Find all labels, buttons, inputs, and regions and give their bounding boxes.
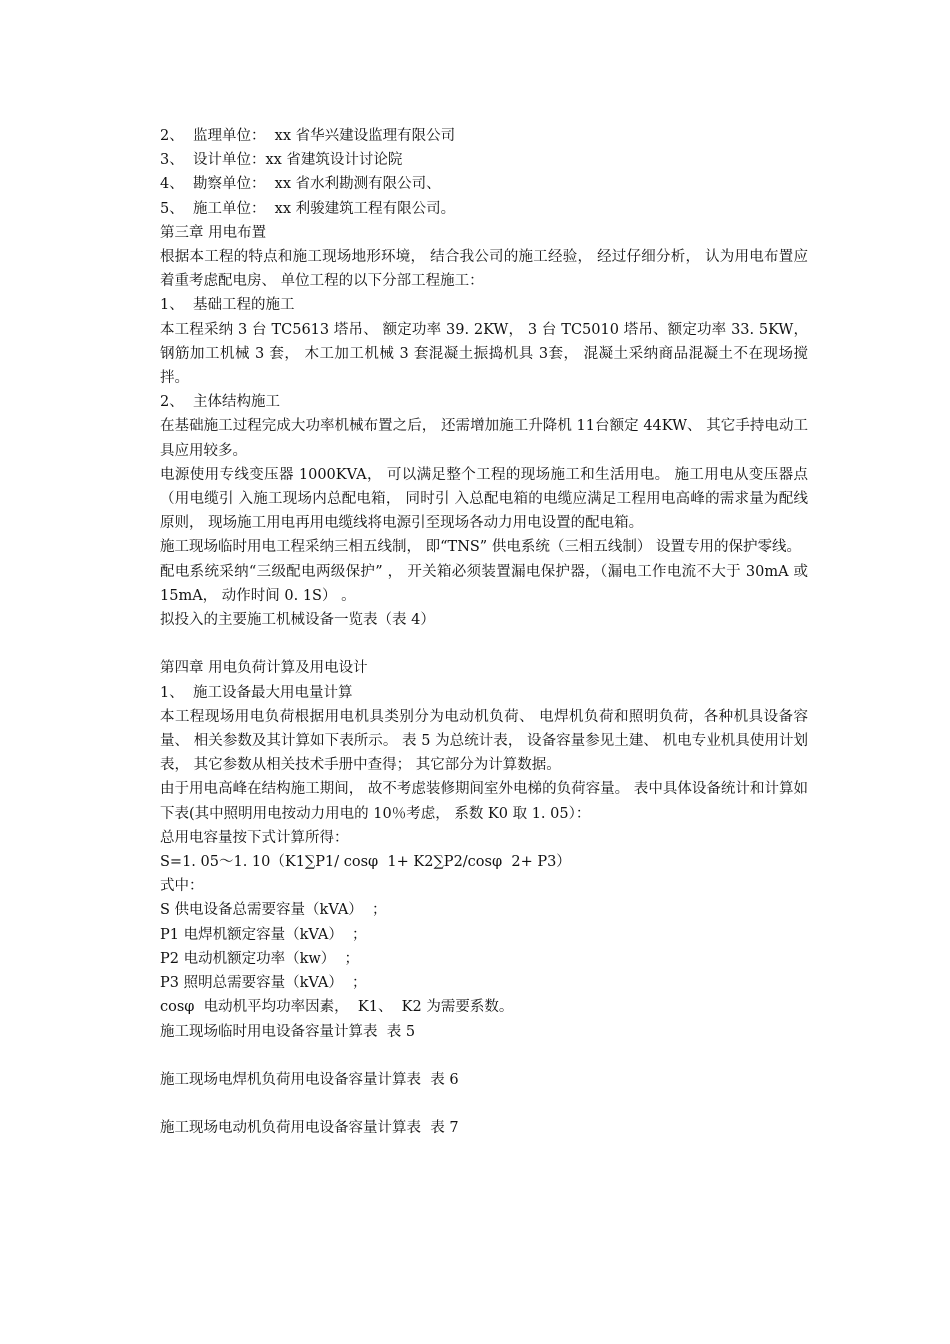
formula: S=1. 05～1. 10（K1∑P1/ cosφ 1+ K2∑P2/cosφ 2+ P3） <box>160 854 571 871</box>
definition-p1: P1 电焊机额定容量（kVA） ； <box>160 926 367 943</box>
chapter3-item1-body: 本工程采纳 3 台 TC5613 塔吊、 额定功率 39. 2KW， 3 台 TC5010 塔吊、额定功率 33. 5KW， 钢筋加工机械 3 套， 木工加工机械 3 套混凝土振捣机具 3套， 混凝土采纳商品混凝土不在现场搅拌。 <box>160 321 808 387</box>
chapter4-title: 第四章 用电负荷计算及用电设计 <box>160 660 368 677</box>
power-source-paragraph: 电源使用专线变压器 1000KVA， 可以满足整个工程的现场施工和生活用电。 施工用电从变压器点（用电缆引 入施工现场内总配电箱， 同时引 入总配电箱的电缆应满足工程用电高峰的需求量为配线原则， 现场施工用电再用电缆线将电源引至现场各动力用电设置的配电箱。 <box>160 466 808 532</box>
chapter4-paragraph-2: 由于用电高峰在结构施工期间， 故不考虑装修期间室外电梯的负荷容量。 表中具体设备统计和计算如下表(其中照明用电按动力用电的 10％考虑， 系数 K0 取 1. 05）： <box>160 781 808 822</box>
spacer <box>144 1044 808 1068</box>
chapter3-item2-title: 2、 主体结构施工 <box>160 394 280 411</box>
unit-supervision: 2、 监理单位： xx 省华兴建设监理有限公司 <box>160 128 456 144</box>
table7-caption: 施工现场电动机负荷用电设备容量计算表 表 7 <box>160 1120 459 1137</box>
unit-design: 3、 设计单位：xx 省建筑设计讨论院 <box>160 152 403 169</box>
chapter3-intro: 根据本工程的特点和施工现场地形环境， 结合我公司的施工经验， 经过仔细分析， 认为用电布置应着重考虑配电房、 单位工程的以下分部工程施工： <box>160 249 808 290</box>
document-page <box>144 124 808 1140</box>
chapter3-item1-title: 1、 基础工程的施工 <box>160 297 295 314</box>
formula-intro: 总用电容量按下式计算所得： <box>160 829 349 846</box>
formula-where: 式中： <box>160 878 204 895</box>
unit-construction: 5、 施工单位： xx 利骏建筑工程有限公司。 <box>160 200 456 217</box>
definition-p3: P3 照明总需要容量（kVA） ； <box>160 975 367 992</box>
definition-s: S 供电设备总需要容量（kVA） ； <box>160 902 387 919</box>
tns-paragraph: 施工现场临时用电工程采纳三相五线制， 即“TNS” 供电系统（三相五线制） 设置专用的保护零线。 <box>160 539 801 556</box>
definition-cos: cosφ 电动机平均功率因素， K1、 K2 为需要系数。 <box>160 999 514 1016</box>
table6-caption: 施工现场电焊机负荷用电设备容量计算表 表 6 <box>160 1071 459 1088</box>
chapter3-title: 第三章 用电布置 <box>160 224 267 241</box>
distribution-paragraph: 配电系统采纳“三级配电两级保护” ， 开关箱必须装置漏电保护器，（漏电工作电流不大于 30mA 或 15mA， 动作时间 0. 1S） 。 <box>160 563 808 604</box>
table4-caption: 拟投入的主要施工机械设备一览表（表 4） <box>160 612 435 629</box>
spacer <box>144 1092 808 1116</box>
chapter4-paragraph-1: 本工程现场用电负荷根据用电机具类别分为电动机负荷、 电焊机负荷和照明负荷，各种机具设备容量、 相关参数及其计算如下表所示。 表 5 为总统计表， 设备容量参见土建、 机电专业机具使用计划表， 其它参数从相关技术手册中查得； 其它部分为计算数据。 <box>160 708 808 774</box>
chapter4-item1-title: 1、 施工设备最大用电量计算 <box>160 684 353 701</box>
spacer <box>144 632 808 656</box>
table5-caption: 施工现场临时用电设备容量计算表 表 5 <box>160 1023 416 1040</box>
chapter3-item2-body: 在基础施工过程完成大功率机械布置之后， 还需增加施工升降机 11台额定 44KW、 其它手持电动工具应用较多。 <box>160 418 808 459</box>
unit-survey: 4、 勘察单位： xx 省水利勘测有限公司、 <box>160 176 441 193</box>
definition-p2: P2 电动机额定功率（kw） ； <box>160 950 360 967</box>
